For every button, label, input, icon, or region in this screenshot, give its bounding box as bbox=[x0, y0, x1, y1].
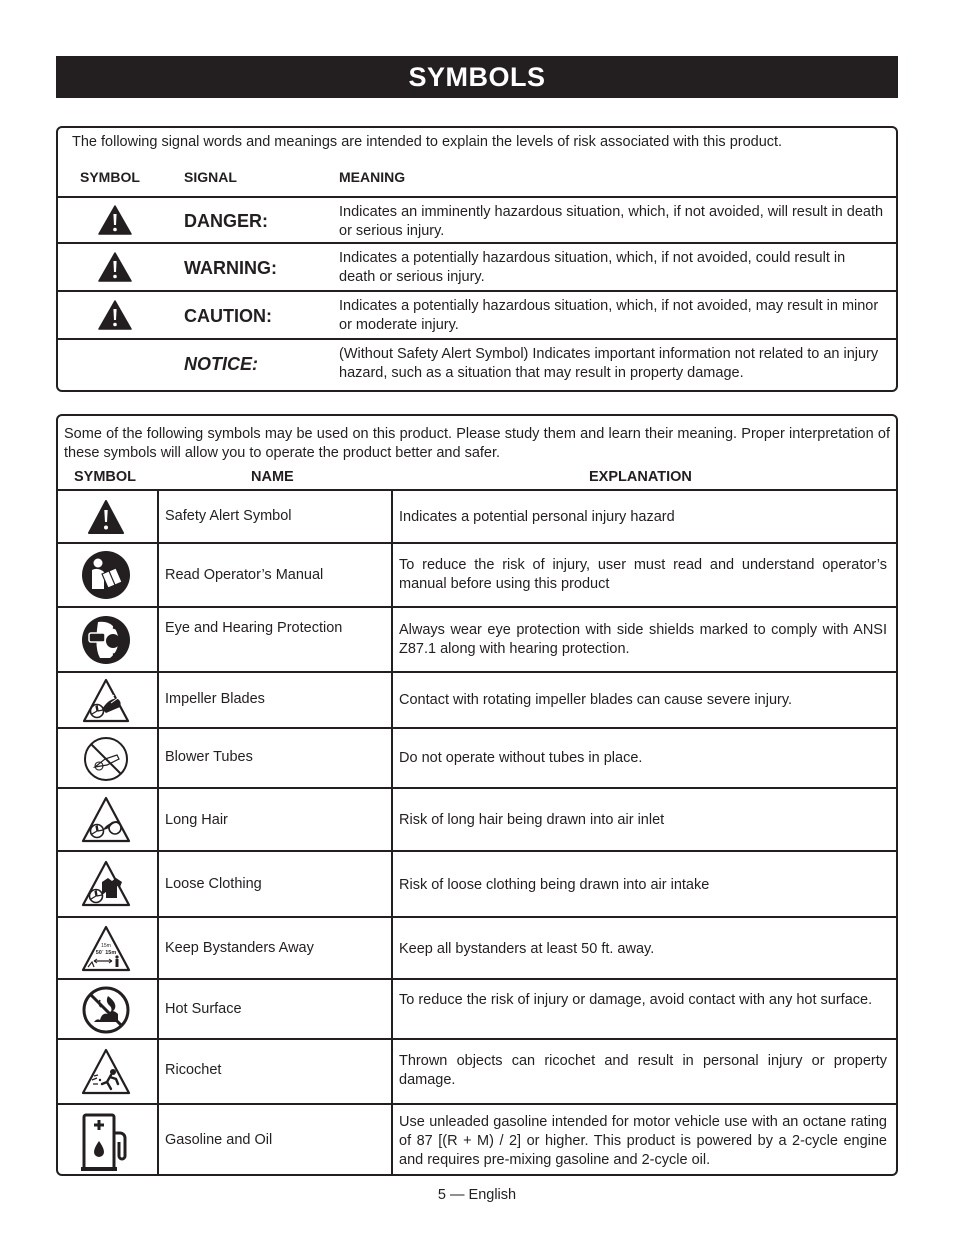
symbols-header-explanation: EXPLANATION bbox=[589, 469, 692, 485]
symbol-name: Read Operator’s Manual bbox=[165, 567, 324, 583]
signal-row-notice bbox=[58, 338, 896, 392]
page-title: SYMBOLS bbox=[56, 56, 898, 98]
page-footer: 5 — English bbox=[437, 1187, 517, 1203]
symbol-name: Safety Alert Symbol bbox=[165, 508, 292, 524]
signal-meaning: (Without Safety Alert Symbol) Indicates important information not related to an injury hazard, such as a situation that may result in property damage. bbox=[339, 346, 879, 381]
symbol-explanation: Do not operate without tubes in place. bbox=[399, 750, 643, 766]
symbol-row-eye-hearing bbox=[58, 606, 896, 671]
signal-word: WARNING: bbox=[184, 258, 277, 278]
signal-header-meaning: MEANING bbox=[339, 169, 406, 185]
safety-alert-icon bbox=[98, 300, 132, 330]
symbol-explanation: Indicates a potential personal injury hazard bbox=[399, 509, 675, 525]
symbol-explanation: Always wear eye protection with side shields marked to comply with ANSI Z87.1 along with hearing protection. bbox=[399, 622, 887, 657]
symbol-name: Blower Tubes bbox=[165, 749, 253, 765]
signal-meaning: Indicates an imminently hazardous situation, which, if not avoided, will result in death or serious injury. bbox=[339, 204, 884, 239]
symbol-row-loose-clothing bbox=[58, 850, 896, 916]
safety-alert-icon bbox=[98, 205, 132, 235]
symbol-name: Impeller Blades bbox=[165, 691, 265, 707]
symbol-explanation: Risk of loose clothing being drawn into air intake bbox=[399, 877, 710, 893]
long-hair-icon bbox=[80, 794, 132, 846]
ricochet-icon bbox=[80, 1046, 132, 1098]
gasoline-oil-icon bbox=[80, 1111, 132, 1173]
symbols-table bbox=[56, 414, 898, 1176]
symbol-name: Keep Bystanders Away bbox=[165, 940, 314, 956]
signal-row-warning bbox=[58, 242, 896, 290]
hot-surface-icon bbox=[80, 984, 132, 1036]
symbol-row-ricochet bbox=[58, 1038, 896, 1103]
symbols-header-symbol: SYMBOL bbox=[74, 469, 137, 485]
eye-hearing-protection-icon bbox=[80, 614, 132, 666]
symbol-row-read-manual bbox=[58, 542, 896, 606]
symbol-explanation: Risk of long hair being drawn into air inlet bbox=[399, 812, 665, 828]
symbol-explanation: Use unleaded gasoline intended for motor vehicle use with an octane rating of 87 [(R + M) / 2] or higher. This product is powered by a 2-cycle engine and requires pre-mixing gasoline and 2-cycle oil. bbox=[399, 1114, 887, 1168]
safety-alert-icon bbox=[80, 491, 132, 543]
keep-bystanders-away-icon bbox=[80, 923, 132, 975]
signal-word: NOTICE: bbox=[184, 354, 258, 374]
bystander-icon-distance-top: 15m bbox=[101, 943, 111, 949]
symbol-explanation: To reduce the risk of injury, user must read and understand operator’s manual before using this product bbox=[399, 557, 887, 592]
signal-row-danger bbox=[58, 196, 896, 242]
symbol-row-keep-bystanders bbox=[58, 916, 896, 978]
signal-word: DANGER: bbox=[184, 211, 268, 231]
read-manual-icon bbox=[80, 549, 132, 601]
symbols-header-name: NAME bbox=[251, 469, 294, 485]
symbol-name: Ricochet bbox=[165, 1062, 222, 1078]
symbol-name: Loose Clothing bbox=[165, 876, 262, 892]
signal-intro-text: The following signal words and meanings are intended to explain the levels of risk associated with this product. bbox=[72, 134, 783, 150]
symbol-name: Hot Surface bbox=[165, 1001, 242, 1017]
symbol-explanation: Thrown objects can ricochet and result in personal injury or property damage. bbox=[399, 1053, 887, 1088]
symbols-intro-text: Some of the following symbols may be used on this product. Please study them and learn their meaning. Proper interpretation of these symbols will allow you to operate the product better and safer. bbox=[64, 426, 890, 461]
signal-meaning: Indicates a potentially hazardous situation, which, if not avoided, may result in minor or moderate injury. bbox=[339, 298, 879, 333]
signal-word: CAUTION: bbox=[184, 306, 272, 326]
symbol-row-impeller-blades bbox=[58, 671, 896, 727]
symbol-row-hot-surface bbox=[58, 978, 896, 1038]
signal-row-caution bbox=[58, 290, 896, 338]
symbol-row-gasoline-oil bbox=[58, 1103, 896, 1176]
safety-alert-icon bbox=[98, 252, 132, 282]
signal-header-symbol: SYMBOL bbox=[80, 169, 140, 185]
bystander-icon-distance: 50´ 15m bbox=[95, 950, 117, 956]
symbol-explanation: Keep all bystanders at least 50 ft. away. bbox=[399, 941, 655, 957]
loose-clothing-icon bbox=[80, 858, 132, 910]
signal-header-signal: SIGNAL bbox=[184, 169, 237, 185]
symbol-row-safety-alert bbox=[58, 489, 896, 542]
signal-meaning: Indicates a potentially hazardous situation, which, if not avoided, could result in death or serious injury. bbox=[339, 250, 846, 285]
symbol-name: Long Hair bbox=[165, 812, 228, 828]
blower-tubes-icon bbox=[80, 733, 132, 785]
symbol-name: Gasoline and Oil bbox=[165, 1132, 273, 1148]
symbol-row-long-hair bbox=[58, 787, 896, 850]
impeller-blades-icon bbox=[80, 675, 132, 727]
symbol-explanation: To reduce the risk of injury or damage, avoid contact with any hot surface. bbox=[399, 992, 873, 1008]
signal-words-table bbox=[56, 126, 898, 392]
symbol-row-blower-tubes bbox=[58, 727, 896, 787]
symbol-explanation: Contact with rotating impeller blades can cause severe injury. bbox=[399, 692, 793, 708]
symbol-name: Eye and Hearing Protection bbox=[165, 620, 343, 636]
